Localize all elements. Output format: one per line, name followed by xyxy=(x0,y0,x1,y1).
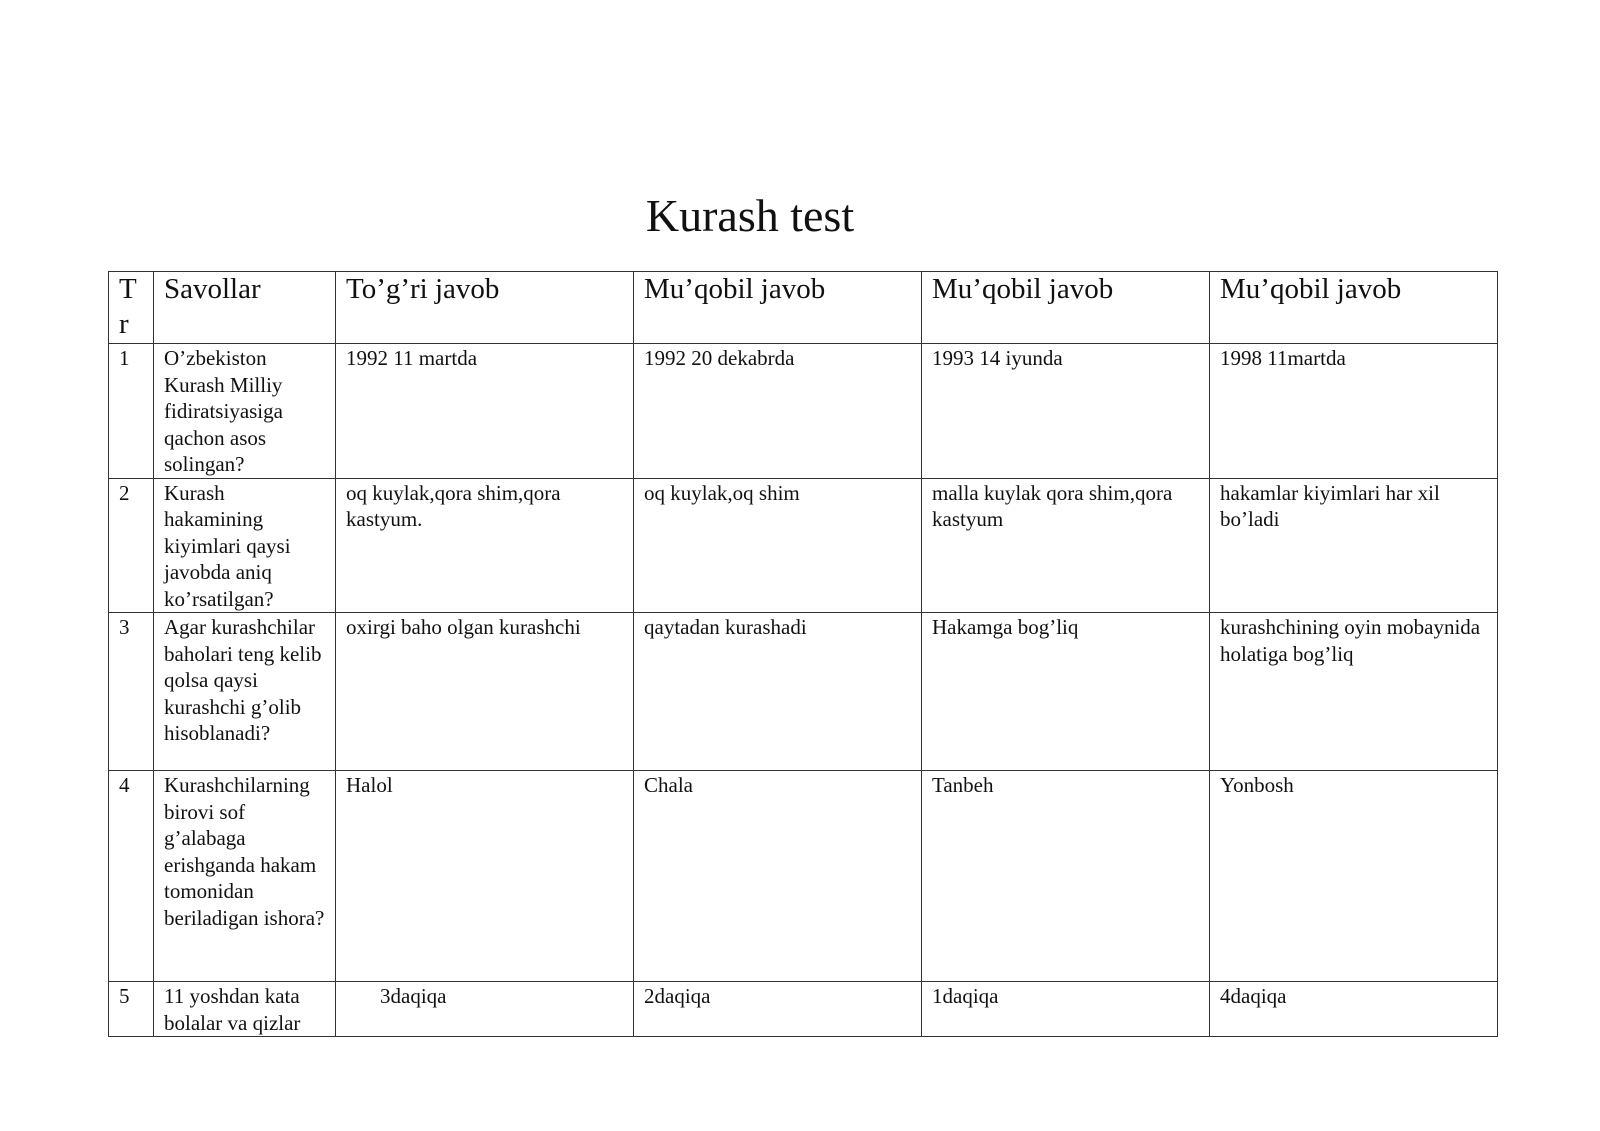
alt-answer-cell: 4daqiqa xyxy=(1210,982,1498,1037)
table-row xyxy=(109,344,1498,479)
table-row xyxy=(109,771,1498,982)
alt-answer-cell: hakamlar kiyimlari har xil bo’ladi xyxy=(1210,478,1498,613)
table-row xyxy=(109,613,1498,771)
alt-answer-cell: 1daqiqa xyxy=(922,982,1210,1037)
table-row xyxy=(109,478,1498,613)
row-number: 3 xyxy=(109,613,154,771)
header-alt-answer-1: Mu’qobil javob xyxy=(634,272,922,344)
alt-answer-cell: kurashchining oyin mobaynida holatiga bog’liq xyxy=(1210,613,1498,771)
correct-answer-cell: oq kuylak,qora shim,qora kastyum. xyxy=(336,478,634,613)
correct-answer-cell: Halol xyxy=(336,771,634,982)
alt-answer-cell: 1992 20 dekabrda xyxy=(634,344,922,479)
question-cell: 11 yoshdan kata bolalar va qizlar xyxy=(154,982,336,1037)
question-cell: Kurashchilarning birovi sof g’alabaga erishganda hakam tomonidan beriladigan ishora? xyxy=(154,771,336,982)
header-alt-answer-2: Mu’qobil javob xyxy=(922,272,1210,344)
correct-answer-cell: 3daqiqa xyxy=(336,982,634,1037)
alt-answer-cell: Chala xyxy=(634,771,922,982)
document-title: Kurash test xyxy=(645,190,855,241)
alt-answer-cell: qaytadan kurashadi xyxy=(634,613,922,771)
alt-answer-cell: 1993 14 iyunda xyxy=(922,344,1210,479)
table-header-row xyxy=(109,272,1498,344)
row-number: 1 xyxy=(109,344,154,479)
quiz-table xyxy=(108,271,1498,1037)
header-correct-answer: To’g’ri javob xyxy=(336,272,634,344)
header-questions: Savollar xyxy=(154,272,336,344)
table-row xyxy=(109,982,1498,1037)
question-cell: Kurash hakamining kiyimlari qaysi javobda aniq ko’rsatilgan? xyxy=(154,478,336,613)
alt-answer-cell: Yonbosh xyxy=(1210,771,1498,982)
alt-answer-cell: 1998 11martda xyxy=(1210,344,1498,479)
header-number: T r xyxy=(109,272,154,344)
alt-answer-cell: Hakamga bog’liq xyxy=(922,613,1210,771)
alt-answer-cell: oq kuylak,oq shim xyxy=(634,478,922,613)
question-cell: Agar kurashchilar baholari teng kelib qolsa qaysi kurashchi g’olib hisoblanadi? xyxy=(154,613,336,771)
correct-answer-cell: oxirgi baho olgan kurashchi xyxy=(336,613,634,771)
question-cell: O’zbekiston Kurash Milliy fidiratsiyasiga qachon asos solingan? xyxy=(154,344,336,479)
row-number: 2 xyxy=(109,478,154,613)
header-alt-answer-3: Mu’qobil javob xyxy=(1210,272,1498,344)
alt-answer-cell: malla kuylak qora shim,qora kastyum xyxy=(922,478,1210,613)
correct-answer-cell: 1992 11 martda xyxy=(336,344,634,479)
row-number: 4 xyxy=(109,771,154,982)
row-number: 5 xyxy=(109,982,154,1037)
alt-answer-cell: 2daqiqa xyxy=(634,982,922,1037)
alt-answer-cell: Tanbeh xyxy=(922,771,1210,982)
